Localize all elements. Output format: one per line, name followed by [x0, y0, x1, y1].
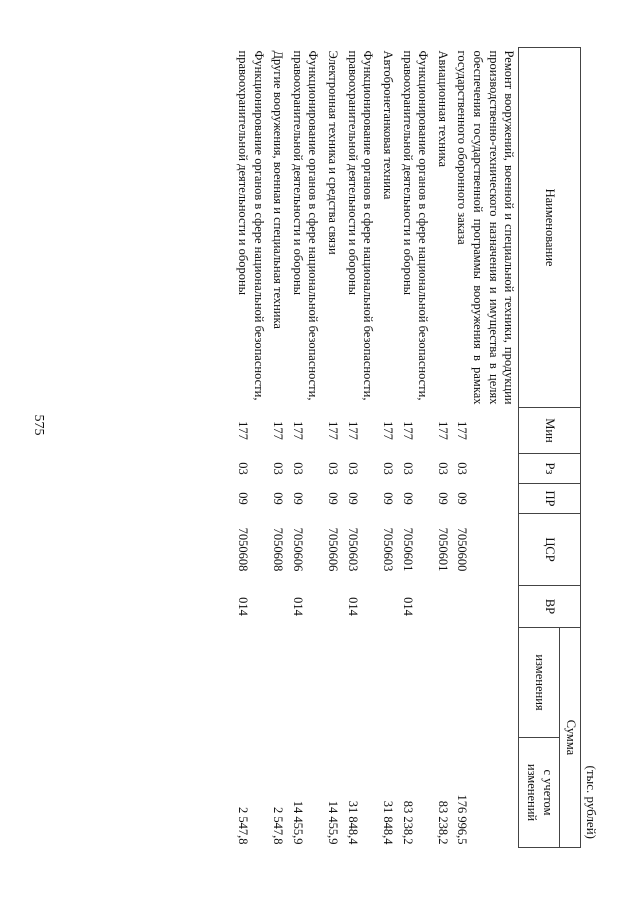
- row-name: Ремонт вооружений, военной и специальной техники, продукции производственно-технического назначения и имущества в целях обеспечения государственной программы вооружения в рамках государственного оборонного заказа: [455, 50, 517, 405]
- row-rz: 03: [236, 462, 250, 475]
- row-vr: [377, 586, 397, 628]
- header-name: Наименование: [519, 48, 581, 408]
- row-csr: 7050601: [435, 527, 450, 572]
- row-vr: 014: [236, 597, 250, 616]
- row-rz: 03: [290, 462, 305, 475]
- row-vr: [452, 586, 519, 628]
- header-vr: ВР: [519, 586, 581, 628]
- header-rz: Рз: [519, 454, 581, 484]
- row-changes: [232, 628, 267, 738]
- row-rz: 03: [345, 462, 360, 475]
- row-pr: 09: [326, 492, 341, 505]
- row-min: 177: [455, 421, 470, 440]
- row-rz: 03: [455, 462, 470, 475]
- table-row: [452, 48, 519, 848]
- row-min: 177: [435, 421, 450, 440]
- row-total: 83 238,2: [435, 800, 450, 845]
- row-vr: [323, 586, 343, 628]
- row-pr: 09: [345, 492, 360, 505]
- row-csr: 7050608: [236, 527, 250, 572]
- row-total: 2 547,8: [236, 807, 250, 845]
- row-csr: 7050606: [326, 527, 341, 572]
- row-min: 177: [236, 421, 250, 440]
- row-pr: 09: [271, 492, 286, 505]
- table-row: [232, 48, 267, 848]
- header-with-changes: с учетом изменений: [519, 738, 560, 848]
- header-row: [560, 48, 581, 848]
- header-changes: изменения: [519, 628, 560, 738]
- row-min: 177: [271, 421, 286, 440]
- header-csr: ЦСР: [519, 514, 581, 586]
- units-note: (тыс. рублей): [584, 765, 599, 839]
- row-pr: 09: [381, 492, 395, 505]
- row-pr: 09: [236, 492, 250, 505]
- row-name: Функционирование органов в сфере национальной безопасности, правоохранительной деятельности и обороны: [400, 50, 431, 401]
- row-name: Другие вооружения, военная и специальная техника: [271, 50, 286, 329]
- row-total: 14 455,9: [326, 800, 341, 845]
- row-vr: 014: [290, 597, 305, 616]
- row-name: Электронная техника и средства связи: [326, 50, 341, 255]
- row-changes: [323, 628, 343, 738]
- row-csr: 7050603: [345, 527, 360, 572]
- row-csr: 7050606: [290, 527, 305, 572]
- row-vr: 014: [400, 597, 415, 616]
- row-vr: 014: [345, 597, 360, 616]
- row-name: Авиационная техника: [435, 50, 450, 168]
- row-vr: [268, 586, 288, 628]
- row-name: Автобронетанковая техника: [381, 50, 395, 200]
- table-body: [232, 48, 519, 848]
- row-total: 31 848,4: [381, 800, 395, 845]
- row-pr: 09: [400, 492, 415, 505]
- row-min: 177: [345, 421, 360, 440]
- row-changes: [432, 628, 452, 738]
- table-row: [397, 48, 432, 848]
- header-min: Мин: [519, 408, 581, 454]
- row-pr: 09: [455, 492, 470, 505]
- row-min: 177: [381, 421, 395, 440]
- row-rz: 03: [381, 462, 395, 475]
- row-name: Функционирование органов в сфере национальной безопасности, правоохранительной деятельности и обороны: [345, 50, 376, 401]
- page-number: 575: [31, 414, 46, 436]
- row-pr: 09: [435, 492, 450, 505]
- row-changes: [397, 628, 432, 738]
- row-min: 177: [290, 421, 305, 440]
- table-row: [287, 48, 322, 848]
- row-min: 177: [400, 421, 415, 440]
- row-changes: [452, 628, 519, 738]
- row-name: Функционирование органов в сфере национальной безопасности, правоохранительной деятельности и обороны: [236, 50, 266, 401]
- row-rz: 03: [400, 462, 415, 475]
- row-pr: 09: [290, 492, 305, 505]
- row-rz: 03: [326, 462, 341, 475]
- row-rz: 03: [435, 462, 450, 475]
- row-changes: [342, 628, 377, 738]
- row-csr: 7050600: [455, 527, 470, 572]
- row-total: 31 848,4: [345, 800, 360, 845]
- row-changes: [287, 628, 322, 738]
- table-row: [432, 48, 452, 848]
- document-page: [125, 47, 605, 847]
- row-total: 176 996,5: [455, 794, 470, 845]
- row-changes: [268, 628, 288, 738]
- row-total: 83 238,2: [400, 800, 415, 845]
- row-csr: 7050608: [271, 527, 286, 572]
- row-total: 2 547,8: [271, 807, 286, 845]
- table-row: [323, 48, 343, 848]
- header-sum: Сумма: [560, 628, 581, 848]
- page-number-box: [18, 405, 58, 445]
- header-pr: ПР: [519, 484, 581, 514]
- row-changes: [377, 628, 397, 738]
- row-rz: 03: [271, 462, 286, 475]
- row-name: Функционирование органов в сфере национальной безопасности, правоохранительной деятельности и обороны: [290, 50, 321, 401]
- row-csr: 7050603: [381, 527, 395, 572]
- row-vr: [432, 586, 452, 628]
- table-row: [268, 48, 288, 848]
- row-total: 14 455,9: [290, 800, 305, 845]
- budget-table: [232, 47, 581, 848]
- table-row: [377, 48, 397, 848]
- row-min: 177: [326, 421, 341, 440]
- table-row: [342, 48, 377, 848]
- row-csr: 7050601: [400, 527, 415, 572]
